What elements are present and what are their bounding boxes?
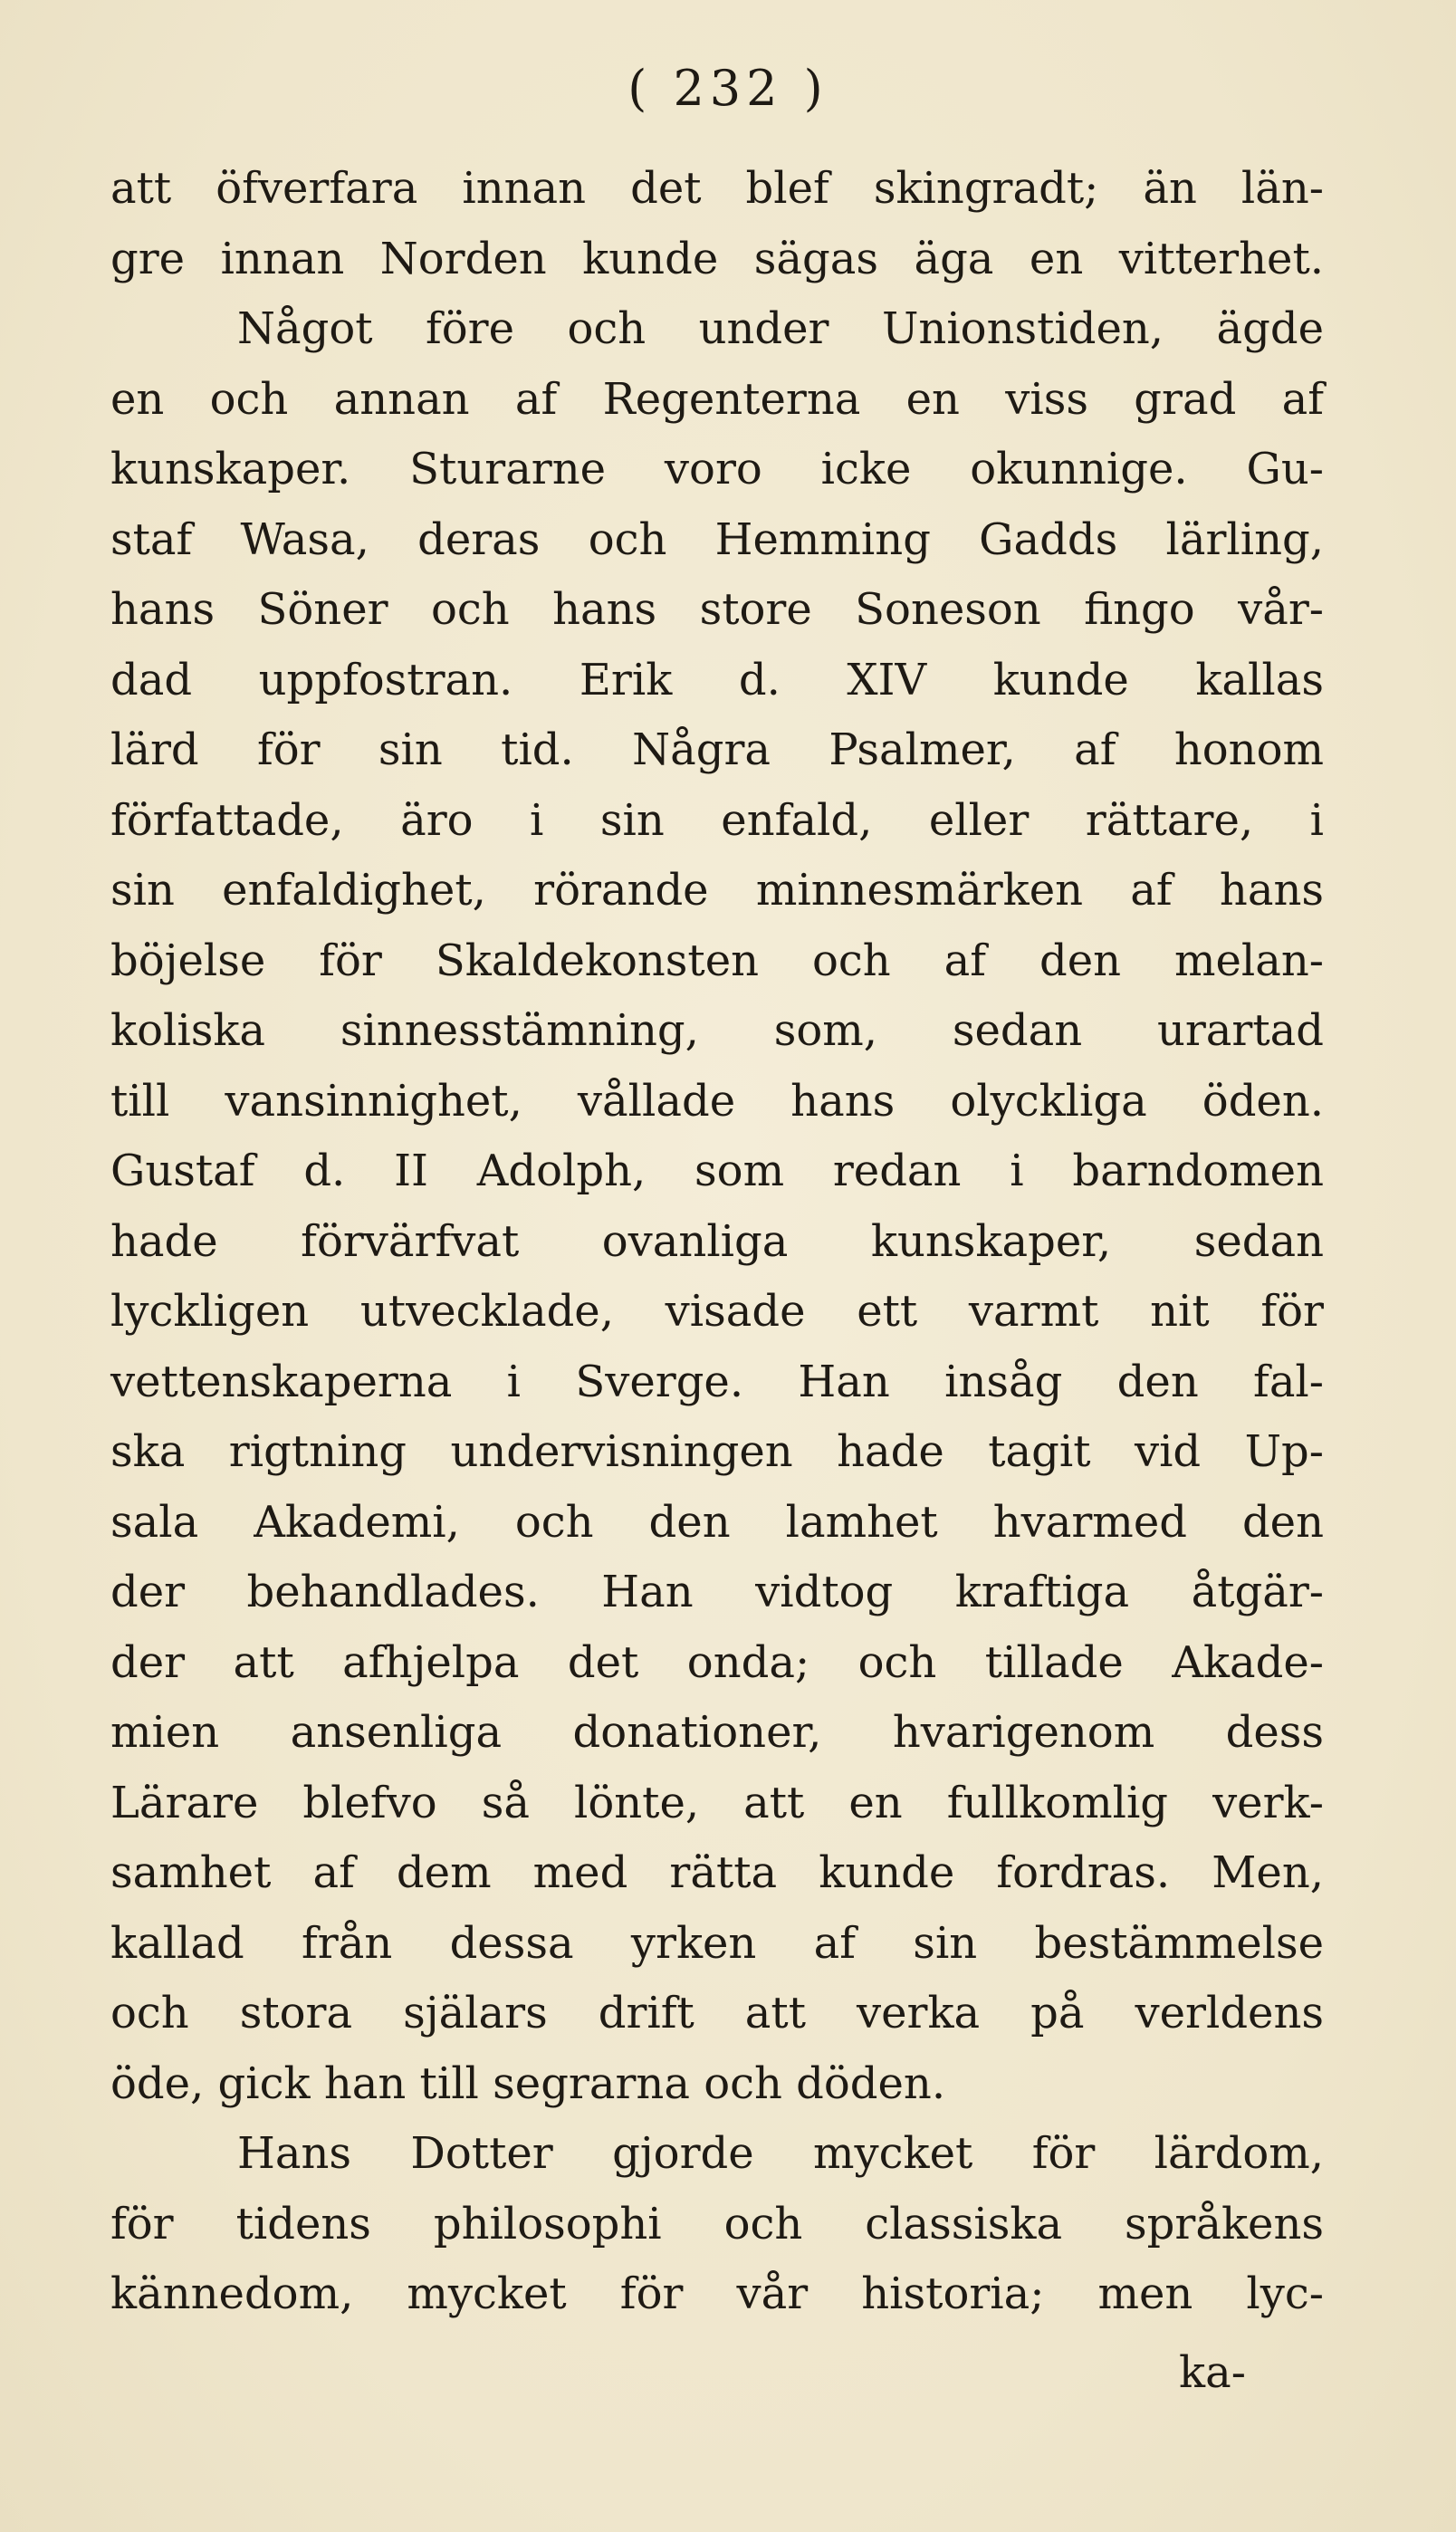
text-line: der att afhjelpa det onda; och tillade Akade-: [110, 1636, 1324, 1688]
text-line: för tidens philosophi och classiska språkens: [110, 2198, 1324, 2249]
text-line: en och annan af Regenterna en viss grad af: [110, 373, 1324, 425]
text-line: och stora själars drift att verka på verldens: [110, 1988, 1324, 2038]
text-line: mien ansenliga donationer, hvarigenom dess: [110, 1707, 1324, 1758]
text-line: till vansinnighet, vållade hans olyckliga öden.: [110, 1075, 1324, 1127]
body-text: [110, 154, 1324, 2330]
text-line: lärd för sin tid. Några Psalmer, af honom: [110, 724, 1324, 775]
text-line: samhet af dem med rätta kunde fordras. Men,: [110, 1847, 1324, 1898]
text-line: hade förvärfvat ovanliga kunskaper, sedan: [110, 1215, 1324, 1267]
text-line: kunskaper. Sturarne voro icke okunnige. Gu-: [110, 444, 1324, 494]
text-line: vettenskaperna i Sverge. Han insåg den fal-: [110, 1356, 1324, 1407]
text-line: Något före och under Unionstiden, ägde: [237, 303, 1324, 354]
text-line: ska rigtning undervisningen hade tagit vid Up-: [110, 1426, 1324, 1477]
catchword: ka-: [1179, 2347, 1246, 2398]
text-line: gre innan Norden kunde sägas äga en vitterhet.: [110, 233, 1324, 284]
page-number: ( 232 ): [627, 60, 829, 117]
text-line: hans Söner och hans store Soneson fingo vår-: [110, 584, 1324, 635]
text-line: staf Wasa, deras och Hemming Gadds lärling,: [110, 513, 1324, 565]
text-line: koliska sinnesstämning, som, sedan urartad: [110, 1005, 1324, 1056]
text-line: att öfverfara innan det blef skingradt; än län-: [110, 163, 1324, 214]
text-line: kännedom, mycket för vår historia; men lyc-: [110, 2268, 1324, 2319]
text-line: der behandlades. Han vidtog kraftiga åtgär-: [110, 1567, 1324, 1617]
text-line: kallad från dessa yrken af sin bestämmelse: [110, 1917, 1324, 1969]
text-line: lyckligen utvecklade, visade ett varmt nit för: [110, 1286, 1324, 1337]
text-line: Gustaf d. II Adolph, som redan i barndomen: [110, 1146, 1324, 1196]
text-line: Lärare blefvo så lönte, att en fullkomlig verk-: [110, 1777, 1324, 1828]
text-line: böjelse för Skaldekonsten och af den melan-: [110, 935, 1324, 986]
text-line: öde, gick han till segrarna och döden.: [110, 2057, 946, 2109]
text-line: sala Akademi, och den lamhet hvarmed den: [110, 1496, 1324, 1548]
text-line: sin enfaldighet, rörande minnesmärken af hans: [110, 865, 1324, 916]
text-line: författade, äro i sin enfald, eller rättare, i: [110, 794, 1324, 846]
text-line: dad uppfostran. Erik d. XIV kunde kallas: [110, 654, 1324, 705]
text-line: Hans Dotter gjorde mycket för lärdom,: [237, 2128, 1324, 2179]
